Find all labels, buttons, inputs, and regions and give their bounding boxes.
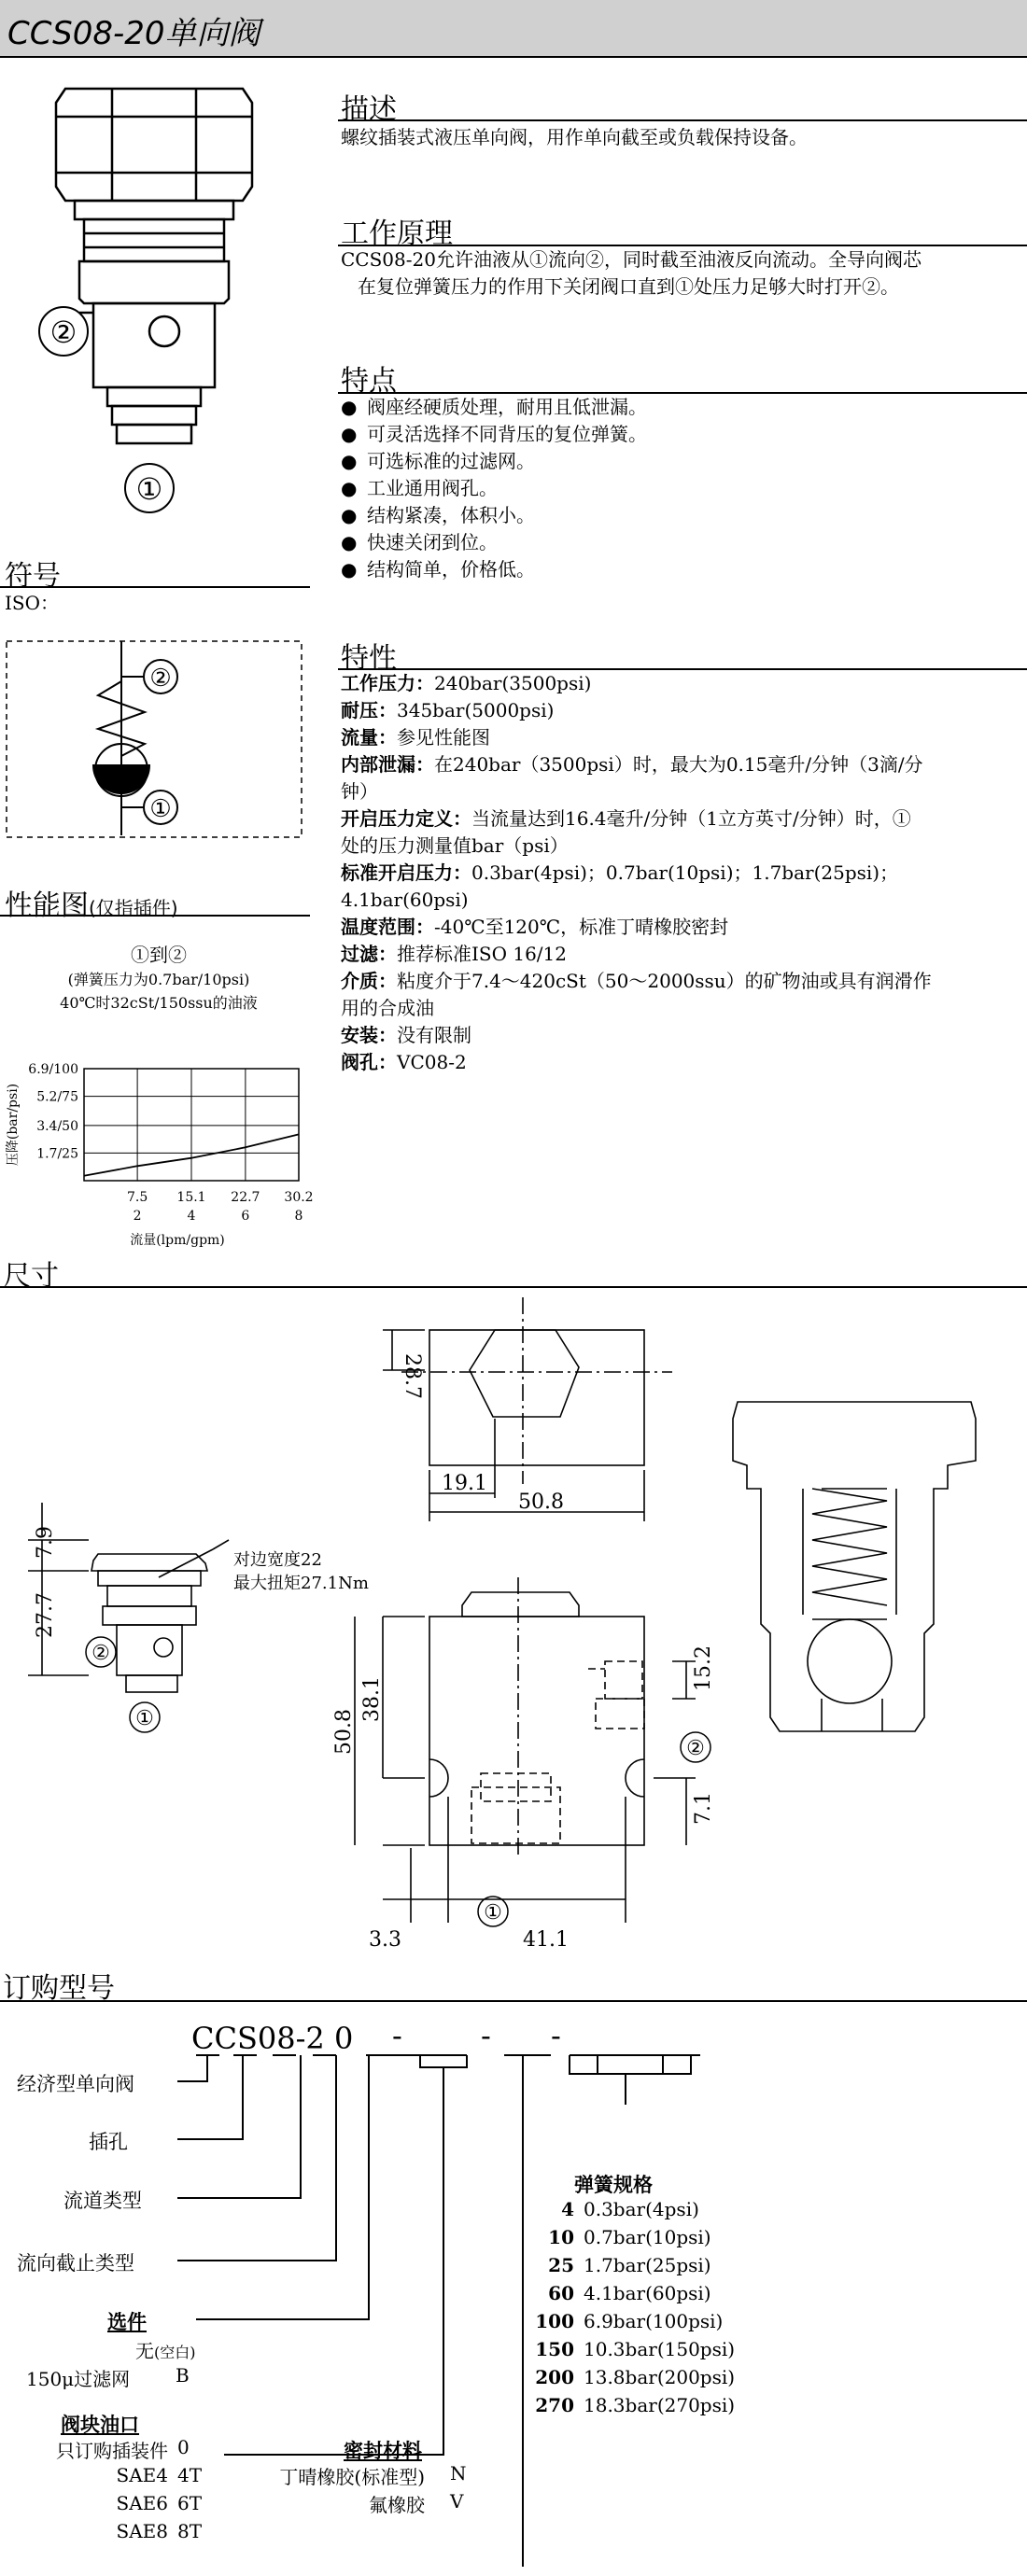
feature-text: 快速关闭到位。 xyxy=(367,531,498,553)
spring-value: 13.8bar(200psi) xyxy=(584,2366,736,2388)
spec-key: 阀孔： xyxy=(341,1051,397,1073)
valve-outline-drawing xyxy=(0,65,317,523)
spring-row xyxy=(537,2366,817,2394)
spec-value: 没有限制 xyxy=(397,1024,471,1046)
port-key: SAE8 xyxy=(116,2520,168,2542)
port-row xyxy=(19,2436,261,2464)
spring-title: 弹簧规格 xyxy=(574,2174,653,2196)
chart-x-label: 流量(lpm/gpm) xyxy=(130,1233,225,1248)
bullet-icon: ● xyxy=(341,531,358,553)
port-2-label: ② xyxy=(49,315,77,350)
chart-y-label: 压降(bar/psi) xyxy=(6,1083,21,1167)
symbol-rule xyxy=(0,586,310,588)
feature-text: 可灵活选择不同背压的复位弹簧。 xyxy=(367,423,647,445)
spring-row xyxy=(537,2310,817,2338)
desc-rule xyxy=(338,119,1027,121)
title-bar xyxy=(0,0,1027,58)
feature-text: 阀座经硬质处理，耐用且低泄漏。 xyxy=(367,396,647,418)
spec-value: 0.3bar(4psi)；0.7bar(10psi)；1.7bar(25psi)； xyxy=(471,861,899,884)
page-title: CCS08-20单向阀 xyxy=(7,15,260,52)
chart-x-tick-top: 30.2 xyxy=(284,1190,314,1205)
desc-heading: 描述 xyxy=(341,93,397,126)
chart-y-tick: 5.2/75 xyxy=(36,1089,78,1105)
order-label-2: 流道类型 xyxy=(63,2190,142,2212)
spec-value: 4.1bar(60psi) xyxy=(341,889,469,911)
spec-row xyxy=(341,887,1027,914)
perf-note: (仅指插件) xyxy=(89,897,178,919)
chart-x-tick-bottom: 6 xyxy=(241,1209,250,1224)
dim-7-1: 7.1 xyxy=(692,1792,715,1825)
feature-item xyxy=(341,502,994,529)
option-row-0 xyxy=(135,2336,196,2363)
spec-value: 240bar(3500psi) xyxy=(434,672,592,694)
front-port-1: ① xyxy=(484,1901,502,1925)
spec-row xyxy=(341,968,1027,995)
perf-heading-text: 性能图 xyxy=(5,889,89,922)
port-value: 0 xyxy=(177,2436,190,2458)
spec-key: 工作压力： xyxy=(341,672,434,694)
port-key: SAE6 xyxy=(116,2492,168,2514)
seal-row xyxy=(257,2462,481,2490)
side-port-1: ① xyxy=(135,1707,154,1730)
spec-key: 标准开启压力： xyxy=(341,861,471,884)
order-code-zero: 0 xyxy=(333,2021,354,2056)
seal-value: V xyxy=(450,2490,464,2513)
port-row xyxy=(19,2464,261,2492)
spec-value: -40℃至120℃，标准丁晴橡胶密封 xyxy=(434,916,729,938)
dim-27-7: 27.7 xyxy=(34,1592,57,1638)
features-list xyxy=(341,394,994,583)
spec-row xyxy=(341,670,1027,697)
spec-heading: 特性 xyxy=(341,642,397,675)
spec-value: 粘度介于7.4～420cSt（50～2000ssu）的矿物油或具有润滑作 xyxy=(397,970,932,992)
order-rule xyxy=(0,2000,1027,2002)
bullet-icon: ● xyxy=(341,450,358,472)
chart-x-tick-top: 7.5 xyxy=(126,1190,148,1205)
spring-row xyxy=(537,2254,817,2282)
spec-key: 内部泄漏： xyxy=(341,753,434,776)
port-value: 8T xyxy=(177,2520,203,2542)
port-key: SAE4 xyxy=(116,2464,168,2486)
spec-row xyxy=(341,1049,1027,1076)
spec-value: 在240bar（3500psi）时，最大为0.15毫升/分钟（3滴/分 xyxy=(434,753,923,776)
spec-row xyxy=(341,995,1027,1022)
performance-chart xyxy=(0,933,317,1255)
order-heading: 订购型号 xyxy=(3,1972,115,2005)
feature-text: 工业通用阀孔。 xyxy=(367,477,498,499)
spec-row xyxy=(341,751,1027,778)
spec-row xyxy=(341,1022,1027,1049)
order-label-1: 插孔 xyxy=(89,2131,128,2153)
spec-value: VC08-2 xyxy=(397,1051,467,1073)
spring-key: 60 xyxy=(548,2282,574,2304)
port-rows xyxy=(19,2436,261,2548)
spec-key: 开启压力定义： xyxy=(341,807,471,830)
spring-value: 0.3bar(4psi) xyxy=(584,2198,699,2220)
seal-key: 氟橡胶 xyxy=(369,2494,425,2516)
spec-row xyxy=(341,833,1027,860)
spring-rows xyxy=(537,2198,817,2422)
bullet-icon: ● xyxy=(341,477,358,499)
spring-value: 6.9bar(100psi) xyxy=(584,2310,724,2332)
bullet-icon: ● xyxy=(341,558,358,581)
spring-row xyxy=(537,2338,817,2366)
spring-key: 4 xyxy=(561,2198,574,2220)
seal-title: 密封材料 xyxy=(344,2440,422,2462)
chart-x-tick-top: 15.1 xyxy=(176,1190,206,1205)
order-code-prefix: CCS08-2 xyxy=(191,2021,325,2056)
option-row-1 xyxy=(26,2364,190,2391)
spec-row xyxy=(341,860,1027,887)
feature-text: 可选标准的过滤网。 xyxy=(367,450,535,472)
spec-row xyxy=(341,805,1027,833)
perf-heading xyxy=(5,882,178,923)
spec-row xyxy=(341,724,1027,751)
chart-y-tick: 6.9/100 xyxy=(28,1062,78,1077)
feature-item xyxy=(341,475,994,502)
chart-title: ①到② xyxy=(131,944,187,966)
seal-key: 丁晴橡胶(标准型) xyxy=(279,2466,425,2488)
spec-value: 参见性能图 xyxy=(397,726,490,749)
spring-row xyxy=(537,2198,817,2226)
chart-x-tick-bottom: 2 xyxy=(133,1209,142,1224)
feature-item xyxy=(341,394,994,421)
port-1-label: ① xyxy=(135,471,163,507)
front-port-2: ② xyxy=(686,1737,705,1760)
option-1-key: 150μ过滤网 xyxy=(26,2368,131,2390)
spec-key: 安装： xyxy=(341,1024,397,1046)
hex-note-1: 对边宽度22 xyxy=(233,1550,322,1570)
feature-item xyxy=(341,421,994,448)
bullet-icon: ● xyxy=(341,423,358,445)
dim-7-9: 7.9 xyxy=(34,1526,57,1559)
port-row xyxy=(19,2520,261,2548)
feature-text: 结构紧凑，体积小。 xyxy=(367,504,535,526)
dim-50-8-side: 50.8 xyxy=(332,1709,356,1755)
chart-x-tick-bottom: 4 xyxy=(187,1209,196,1224)
spec-key: 介质： xyxy=(341,970,397,992)
hex-note-2: 最大扭矩27.1Nm xyxy=(233,1574,369,1593)
chart-y-tick: 1.7/25 xyxy=(36,1146,78,1162)
port-value: 4T xyxy=(177,2464,203,2486)
spec-value: 推荐标准ISO 16/12 xyxy=(397,943,567,965)
dim-41-1: 41.1 xyxy=(523,1928,569,1952)
order-dash-3: - xyxy=(551,2018,561,2053)
dim-15-2: 15.2 xyxy=(692,1645,715,1691)
bullet-icon: ● xyxy=(341,396,358,418)
symbol-heading: 符号 xyxy=(5,560,61,593)
principle-heading: 工作原理 xyxy=(341,217,453,250)
features-heading: 特点 xyxy=(341,365,397,398)
spec-key: 耐压： xyxy=(341,699,397,721)
spring-value: 0.7bar(10psi) xyxy=(584,2226,711,2248)
port-key: 只订购插装件 xyxy=(56,2440,168,2462)
dim-38-1: 38.1 xyxy=(360,1676,384,1722)
spring-row xyxy=(537,2282,817,2310)
option-0-key: 无 xyxy=(135,2340,154,2362)
spec-key: 流量： xyxy=(341,726,397,749)
port-row xyxy=(19,2492,261,2520)
seal-rows xyxy=(257,2462,481,2518)
order-label-3: 流向截止类型 xyxy=(17,2252,134,2275)
bullet-icon: ● xyxy=(341,504,358,526)
spring-key: 25 xyxy=(548,2254,574,2276)
chart-subtitle-2: 40℃时32cSt/150ssu的油液 xyxy=(60,994,258,1012)
chart-y-tick: 3.4/50 xyxy=(36,1118,78,1134)
spec-key: 过滤： xyxy=(341,943,397,965)
desc-text: 螺纹插装式液压单向阀，用作单向截至或负载保持设备。 xyxy=(341,126,808,148)
spring-row xyxy=(537,2394,817,2422)
order-dash-2: - xyxy=(481,2018,491,2053)
chart-subtitle-1: (弹簧压力为0.7bar/10psi) xyxy=(67,971,250,988)
chart-x-tick-bottom: 8 xyxy=(294,1209,303,1224)
seal-row xyxy=(257,2490,481,2518)
port-value: 6T xyxy=(177,2492,203,2514)
spec-list xyxy=(341,670,1027,1076)
dim-28-7: 28.7 xyxy=(401,1353,424,1399)
feature-item xyxy=(341,556,994,583)
feature-item xyxy=(341,529,994,556)
chart-x-tick-top: 22.7 xyxy=(231,1190,260,1205)
seal-value: N xyxy=(450,2462,467,2485)
port-title: 阀块油口 xyxy=(61,2414,139,2436)
order-dash-1: - xyxy=(392,2018,402,2053)
dimension-drawing xyxy=(0,1288,1027,1960)
feature-text: 结构简单，价格低。 xyxy=(367,558,535,581)
iso-symbol xyxy=(5,639,303,845)
spec-row xyxy=(341,697,1027,724)
feature-item xyxy=(341,448,994,475)
spring-key: 270 xyxy=(535,2394,574,2416)
spring-value: 18.3bar(270psi) xyxy=(584,2394,736,2416)
spring-value: 10.3bar(150psi) xyxy=(584,2338,736,2360)
principle-line-1: CCS08-20允许油液从①流向②，同时截至油液反向流动。全导向阀芯 xyxy=(341,248,921,271)
dim-19-1: 19.1 xyxy=(442,1472,487,1495)
spring-value: 4.1bar(60psi) xyxy=(584,2282,711,2304)
option-0-note: (空白) xyxy=(154,2344,196,2361)
spring-key: 150 xyxy=(535,2338,574,2360)
spring-key: 10 xyxy=(548,2226,574,2248)
spec-row xyxy=(341,778,1027,805)
perf-rule xyxy=(0,915,310,917)
iso-port-1: ① xyxy=(149,795,172,823)
spring-key: 100 xyxy=(535,2310,574,2332)
spec-value: 当流量达到16.4毫升/分钟（1立方英寸/分钟）时，① xyxy=(471,807,911,830)
spec-key: 温度范围： xyxy=(341,916,434,938)
spec-row xyxy=(341,914,1027,941)
spring-row xyxy=(537,2226,817,2254)
option-1-value: B xyxy=(176,2364,190,2387)
spec-value: 处的压力测量值bar（psi） xyxy=(341,834,569,857)
dim-50-8-top: 50.8 xyxy=(518,1491,564,1514)
side-port-2: ② xyxy=(91,1642,110,1665)
option-title: 选件 xyxy=(107,2311,147,2333)
dim-3-3: 3.3 xyxy=(369,1928,401,1952)
spec-value: 用的合成油 xyxy=(341,997,434,1019)
spec-row xyxy=(341,941,1027,968)
iso-port-2: ② xyxy=(149,665,172,693)
order-label-0: 经济型单向阀 xyxy=(17,2073,134,2095)
dim-heading: 尺寸 xyxy=(3,1260,59,1293)
spec-value: 345bar(5000psi) xyxy=(397,699,555,721)
principle-line-2: 在复位弹簧压力的作用下关闭阀口直到①处压力足够大时打开②。 xyxy=(358,275,899,298)
spec-value: 钟） xyxy=(341,780,378,803)
spring-value: 1.7bar(25psi) xyxy=(584,2254,711,2276)
spring-key: 200 xyxy=(535,2366,574,2388)
symbol-iso-label: ISO： xyxy=(5,592,59,614)
